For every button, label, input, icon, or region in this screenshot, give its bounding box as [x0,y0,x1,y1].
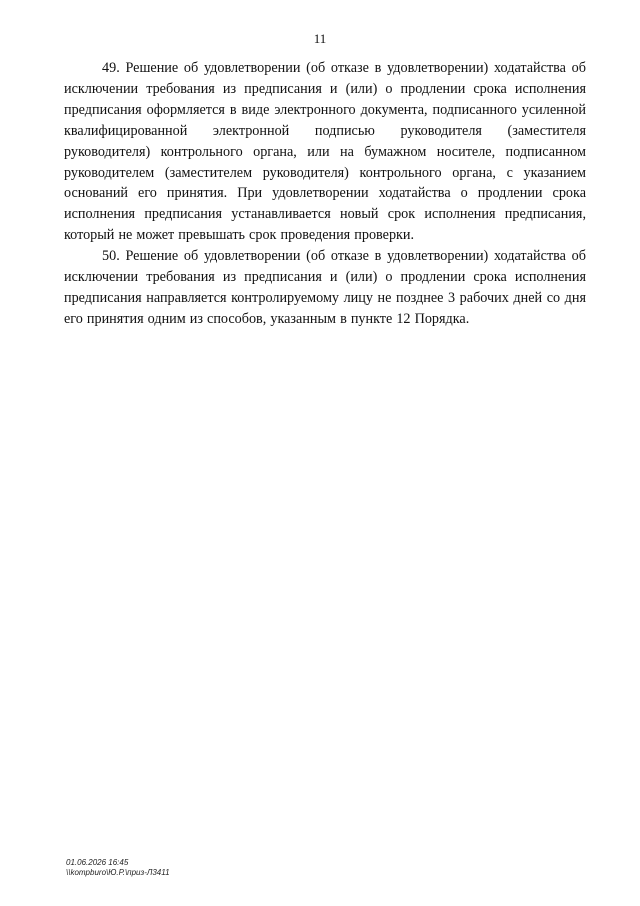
document-footer [66,858,170,878]
document-body [64,58,586,330]
footer-file-path: \\kompburo\Ю.Р.\приз-Л3411 [66,868,170,877]
paragraph-49: 49. Решение об удовлетворении (об отказе в удовлетворении) ходатайства об исключении требования из предписания и (или) о продлении срока исполнения предписания оформляется в виде электронного документа, подписанного усиленной квалифицированной электронной подписью руководителя (заместителя руководителя) контрольного органа, или на бумажном носителе, подписанном руководителем (заместителем руководителя) контрольного органа, с указанием оснований его принятия. При удовлетворении ходатайства о продлении срока исполнения предписания устанавливается новый срок исполнения предписания, который не может превышать срок проведения проверки. [64,60,586,244]
page-number: 11 [313,31,327,46]
paragraph-50: 50. Решение об удовлетворении (об отказе в удовлетворении) ходатайства об исключении требования из предписания и (или) о продлении срока исполнения предписания направляется контролируемому лицу не позднее 3 рабочих дней со дня его принятия одним из способов, указанным в пункте 12 Порядка. [64,248,586,327]
footer-timestamp: 01.06.2026 16:45 [66,858,129,867]
